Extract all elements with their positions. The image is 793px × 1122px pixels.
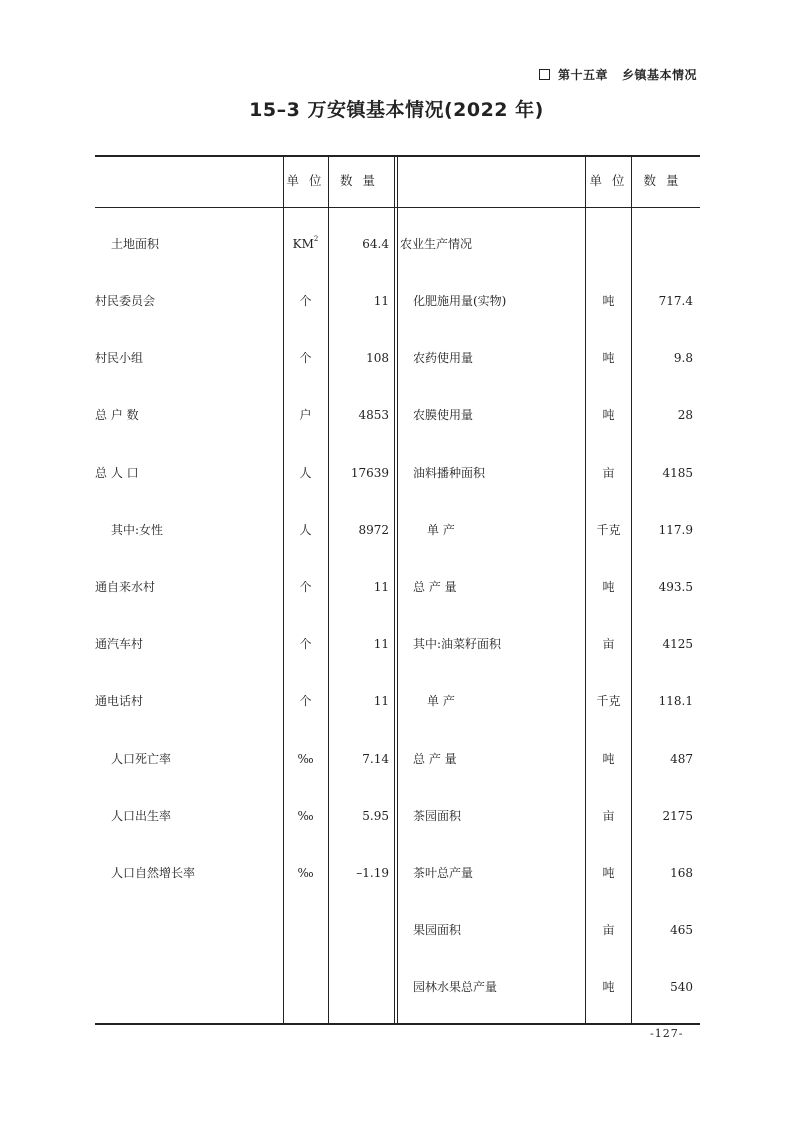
statistics-table — [95, 155, 700, 1025]
row-unit: 人 — [299, 466, 312, 480]
row-name: 人口出生率 — [111, 809, 172, 823]
row-value: 11 — [373, 637, 389, 651]
row-name: 总 户 数 — [95, 408, 139, 422]
row-name: 村民委员会 — [95, 294, 156, 308]
row-unit: 吨 — [602, 351, 615, 365]
row-unit: 个 — [299, 580, 312, 594]
row-name: 单 产 — [427, 523, 455, 537]
row-name: 村民小组 — [95, 351, 144, 365]
row-unit: 个 — [299, 351, 312, 365]
row-unit: ‰ — [297, 809, 314, 823]
row-value: 17639 — [350, 466, 389, 480]
header-value-left: 数 量 — [340, 173, 378, 188]
row-value: 9.8 — [673, 351, 693, 365]
row-unit: 吨 — [602, 752, 615, 766]
row-value: 11 — [373, 694, 389, 708]
row-name: 总 产 量 — [413, 752, 457, 766]
row-unit: 吨 — [602, 980, 615, 994]
row-value: 717.4 — [658, 294, 693, 308]
row-name: 通自来水村 — [95, 580, 156, 594]
row-name: 其中:女性 — [111, 523, 164, 537]
row-value: 118.1 — [658, 694, 693, 708]
row-unit: 吨 — [602, 866, 615, 880]
row-value: –1.19 — [356, 866, 389, 880]
row-value: 117.9 — [658, 523, 693, 537]
row-value: 8972 — [358, 523, 389, 537]
row-unit: $KM^2$ — [292, 235, 319, 251]
header-unit-right: 单 位 — [589, 173, 628, 188]
row-name: 化肥施用量(实物) — [413, 294, 507, 308]
row-unit: 吨 — [602, 580, 615, 594]
row-value: 540 — [670, 980, 693, 994]
row-name: 总 产 量 — [413, 580, 457, 594]
row-name: 单 产 — [427, 694, 455, 708]
row-value: 11 — [373, 294, 389, 308]
row-value: 465 — [670, 923, 693, 937]
row-unit: 吨 — [602, 408, 615, 422]
row-unit: 个 — [299, 694, 312, 708]
row-unit: 个 — [299, 294, 312, 308]
row-name: 总 人 口 — [95, 466, 139, 480]
row-name: 果园面积 — [413, 923, 462, 937]
row-value: 4125 — [662, 637, 693, 651]
row-name: 茶园面积 — [413, 809, 462, 823]
row-name: 其中:油菜籽面积 — [413, 637, 502, 651]
row-name: 土地面积 — [111, 237, 160, 251]
row-value: 11 — [373, 580, 389, 594]
row-value: 168 — [670, 866, 693, 880]
row-unit: ‰ — [297, 866, 314, 880]
square-icon — [539, 69, 550, 80]
column-divider — [394, 155, 395, 1024]
row-value: 28 — [677, 408, 693, 422]
row-name: 农膜使用量 — [413, 408, 474, 422]
header-value-right: 数 量 — [643, 173, 682, 188]
row-unit: 千克 — [596, 694, 621, 708]
row-value: 108 — [366, 351, 389, 365]
row-value: 2175 — [662, 809, 693, 823]
row-name: 人口自然增长率 — [111, 866, 196, 880]
row-name: 园林水果总产量 — [413, 980, 498, 994]
row-name: 农药使用量 — [413, 351, 474, 365]
row-name: 通电话村 — [95, 694, 144, 708]
row-unit: 个 — [299, 637, 312, 651]
row-unit: 亩 — [602, 466, 615, 480]
row-value: 493.5 — [658, 580, 693, 594]
row-unit: 亩 — [602, 809, 615, 823]
chapter-title: 乡镇基本情况 — [621, 68, 697, 82]
row-unit: ‰ — [297, 752, 314, 766]
row-name: 通汽车村 — [95, 637, 144, 651]
row-value: 4853 — [358, 408, 389, 422]
row-value: 7.14 — [362, 752, 389, 766]
row-name: 农业生产情况 — [400, 237, 473, 251]
row-value: 487 — [670, 752, 693, 766]
header-unit-left: 单 位 — [286, 173, 325, 188]
row-value: 5.95 — [362, 809, 389, 823]
chapter-number: 第十五章 — [557, 68, 608, 82]
row-unit: 千克 — [596, 523, 621, 537]
row-value: 64.4 — [362, 237, 389, 251]
row-unit: 亩 — [602, 637, 615, 651]
row-unit: 户 — [299, 408, 312, 422]
page-number: -127- — [650, 1027, 684, 1040]
row-name: 人口死亡率 — [111, 752, 172, 766]
row-unit: 人 — [299, 523, 312, 537]
column-divider — [397, 155, 398, 1024]
row-unit: 吨 — [602, 294, 615, 308]
chapter-header — [539, 66, 697, 83]
page-title: 15–3 万安镇基本情况(2022 年) — [249, 99, 544, 121]
row-name: 油料播种面积 — [413, 466, 486, 480]
row-name: 茶叶总产量 — [413, 866, 474, 880]
row-value: 4185 — [662, 466, 693, 480]
row-unit: 亩 — [602, 923, 615, 937]
